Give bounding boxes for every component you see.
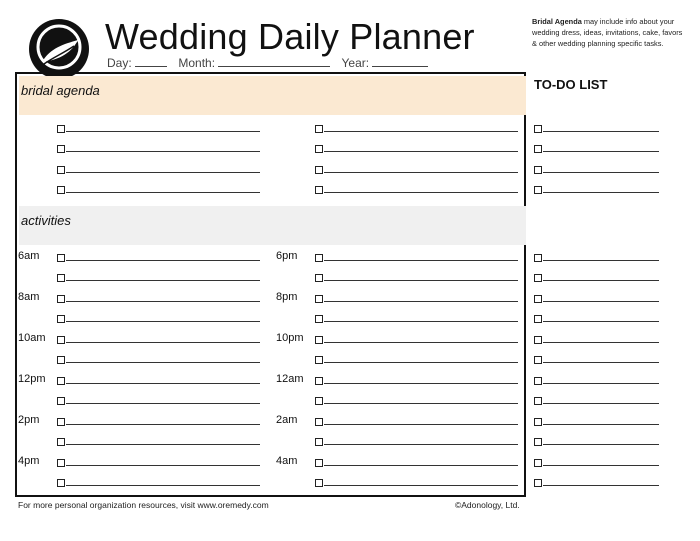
ring-leaf-logo-icon [28, 18, 90, 80]
todo-list-title: TO-DO LIST [534, 77, 608, 92]
todo-2-checkbox[interactable] [534, 166, 542, 174]
agenda-left-1-line[interactable] [66, 151, 260, 152]
time-label-left: 4pm [18, 455, 40, 467]
activity-left-4-line[interactable] [66, 342, 260, 343]
time-label-right: 8pm [276, 291, 298, 303]
todo-15-checkbox[interactable] [534, 479, 542, 487]
agenda-left-3-checkbox[interactable] [57, 186, 65, 194]
todo-9-checkbox[interactable] [534, 356, 542, 364]
footer-copyright: ©Adonology, Ltd. [455, 500, 520, 510]
activity-left-3-line[interactable] [66, 321, 260, 322]
time-label-right: 4am [276, 455, 298, 467]
day-field[interactable] [135, 56, 167, 67]
todo-7-checkbox[interactable] [534, 315, 542, 323]
todo-11-checkbox[interactable] [534, 397, 542, 405]
activity-left-9-line[interactable] [66, 444, 260, 445]
todo-8-checkbox[interactable] [534, 336, 542, 344]
activity-right-10-checkbox[interactable] [315, 459, 323, 467]
time-label-right: 10pm [276, 332, 304, 344]
todo-11-line[interactable] [543, 403, 659, 404]
date-fields [107, 56, 436, 70]
agenda-left-3-line[interactable] [66, 192, 260, 193]
activity-left-1-line[interactable] [66, 280, 260, 281]
todo-5-line[interactable] [543, 280, 659, 281]
activity-left-7-checkbox[interactable] [57, 397, 65, 405]
activity-left-3-checkbox[interactable] [57, 315, 65, 323]
todo-14-line[interactable] [543, 465, 659, 466]
todo-6-line[interactable] [543, 301, 659, 302]
activity-left-2-line[interactable] [66, 301, 260, 302]
agenda-left-2-checkbox[interactable] [57, 166, 65, 174]
todo-1-checkbox[interactable] [534, 145, 542, 153]
activity-right-11-line[interactable] [324, 485, 518, 486]
todo-2-line[interactable] [543, 172, 659, 173]
todo-0-checkbox[interactable] [534, 125, 542, 133]
bridal-agenda-header [19, 76, 526, 115]
planner-frame [15, 72, 526, 497]
time-label-right: 2am [276, 414, 298, 426]
agenda-right-1-checkbox[interactable] [315, 145, 323, 153]
activity-right-4-line[interactable] [324, 342, 518, 343]
activity-right-4-checkbox[interactable] [315, 336, 323, 344]
agenda-right-3-line[interactable] [324, 192, 518, 193]
activity-left-10-checkbox[interactable] [57, 459, 65, 467]
activity-right-7-line[interactable] [324, 403, 518, 404]
activity-right-8-line[interactable] [324, 424, 518, 425]
time-label-left: 10am [18, 332, 46, 344]
agenda-right-2-checkbox[interactable] [315, 166, 323, 174]
todo-13-checkbox[interactable] [534, 438, 542, 446]
activity-left-11-line[interactable] [66, 485, 260, 486]
activity-right-1-line[interactable] [324, 280, 518, 281]
agenda-left-1-checkbox[interactable] [57, 145, 65, 153]
footer-resources: For more personal organization resources, visit www.oremedy.com [18, 500, 269, 510]
todo-3-checkbox[interactable] [534, 186, 542, 194]
activity-left-0-checkbox[interactable] [57, 254, 65, 262]
activity-right-3-line[interactable] [324, 321, 518, 322]
todo-0-line[interactable] [543, 131, 659, 132]
activity-left-8-line[interactable] [66, 424, 260, 425]
note-text: may include info about your wedding dress, ideas, invitations, cake, favors & other wedding planning specific tasks. [532, 17, 683, 48]
note-bold: Bridal Agenda [532, 17, 582, 26]
activity-left-9-checkbox[interactable] [57, 438, 65, 446]
day-label: Day: [107, 56, 132, 70]
agenda-left-2-line[interactable] [66, 172, 260, 173]
activity-right-8-checkbox[interactable] [315, 418, 323, 426]
time-label-right: 6pm [276, 250, 298, 262]
todo-7-line[interactable] [543, 321, 659, 322]
activity-right-6-checkbox[interactable] [315, 377, 323, 385]
activity-left-7-line[interactable] [66, 403, 260, 404]
todo-15-line[interactable] [543, 485, 659, 486]
activity-right-2-line[interactable] [324, 301, 518, 302]
activity-right-3-checkbox[interactable] [315, 315, 323, 323]
todo-8-line[interactable] [543, 342, 659, 343]
activity-left-8-checkbox[interactable] [57, 418, 65, 426]
todo-10-line[interactable] [543, 383, 659, 384]
time-label-left: 2pm [18, 414, 40, 426]
agenda-right-0-line[interactable] [324, 131, 518, 132]
year-label: Year: [341, 56, 370, 70]
agenda-left-0-checkbox[interactable] [57, 125, 65, 133]
todo-6-checkbox[interactable] [534, 295, 542, 303]
bridal-agenda-note [532, 16, 684, 49]
agenda-right-0-checkbox[interactable] [315, 125, 323, 133]
activities-header [19, 206, 526, 245]
time-label-right: 12am [276, 373, 304, 385]
todo-10-checkbox[interactable] [534, 377, 542, 385]
activity-left-5-checkbox[interactable] [57, 356, 65, 364]
activity-right-0-checkbox[interactable] [315, 254, 323, 262]
todo-12-line[interactable] [543, 424, 659, 425]
time-label-left: 12pm [18, 373, 46, 385]
activity-right-0-line[interactable] [324, 260, 518, 261]
todo-14-checkbox[interactable] [534, 459, 542, 467]
todo-3-line[interactable] [543, 192, 659, 193]
activities-label: activities [21, 213, 71, 228]
month-field[interactable] [218, 56, 330, 67]
todo-9-line[interactable] [543, 362, 659, 363]
activity-right-2-checkbox[interactable] [315, 295, 323, 303]
todo-4-line[interactable] [543, 260, 659, 261]
agenda-right-2-line[interactable] [324, 172, 518, 173]
todo-4-checkbox[interactable] [534, 254, 542, 262]
activity-left-6-line[interactable] [66, 383, 260, 384]
page-title: Wedding Daily Planner [105, 16, 475, 57]
activity-left-10-line[interactable] [66, 465, 260, 466]
todo-13-line[interactable] [543, 444, 659, 445]
todo-12-checkbox[interactable] [534, 418, 542, 426]
todo-5-checkbox[interactable] [534, 274, 542, 282]
todo-1-line[interactable] [543, 151, 659, 152]
activity-left-0-line[interactable] [66, 260, 260, 261]
year-field[interactable] [372, 56, 428, 67]
agenda-right-3-checkbox[interactable] [315, 186, 323, 194]
activity-left-11-checkbox[interactable] [57, 479, 65, 487]
month-label: Month: [178, 56, 216, 70]
activity-right-7-checkbox[interactable] [315, 397, 323, 405]
activity-right-9-line[interactable] [324, 444, 518, 445]
activity-right-5-checkbox[interactable] [315, 356, 323, 364]
activity-right-1-checkbox[interactable] [315, 274, 323, 282]
agenda-right-1-line[interactable] [324, 151, 518, 152]
activity-right-9-checkbox[interactable] [315, 438, 323, 446]
activity-left-6-checkbox[interactable] [57, 377, 65, 385]
time-label-left: 6am [18, 250, 40, 262]
activity-left-5-line[interactable] [66, 362, 260, 363]
activity-right-6-line[interactable] [324, 383, 518, 384]
activity-right-11-checkbox[interactable] [315, 479, 323, 487]
activity-right-5-line[interactable] [324, 362, 518, 363]
agenda-left-0-line[interactable] [66, 131, 260, 132]
activity-left-4-checkbox[interactable] [57, 336, 65, 344]
bridal-agenda-label: bridal agenda [21, 83, 100, 98]
activity-right-10-line[interactable] [324, 465, 518, 466]
activity-left-1-checkbox[interactable] [57, 274, 65, 282]
time-label-left: 8am [18, 291, 40, 303]
activity-left-2-checkbox[interactable] [57, 295, 65, 303]
